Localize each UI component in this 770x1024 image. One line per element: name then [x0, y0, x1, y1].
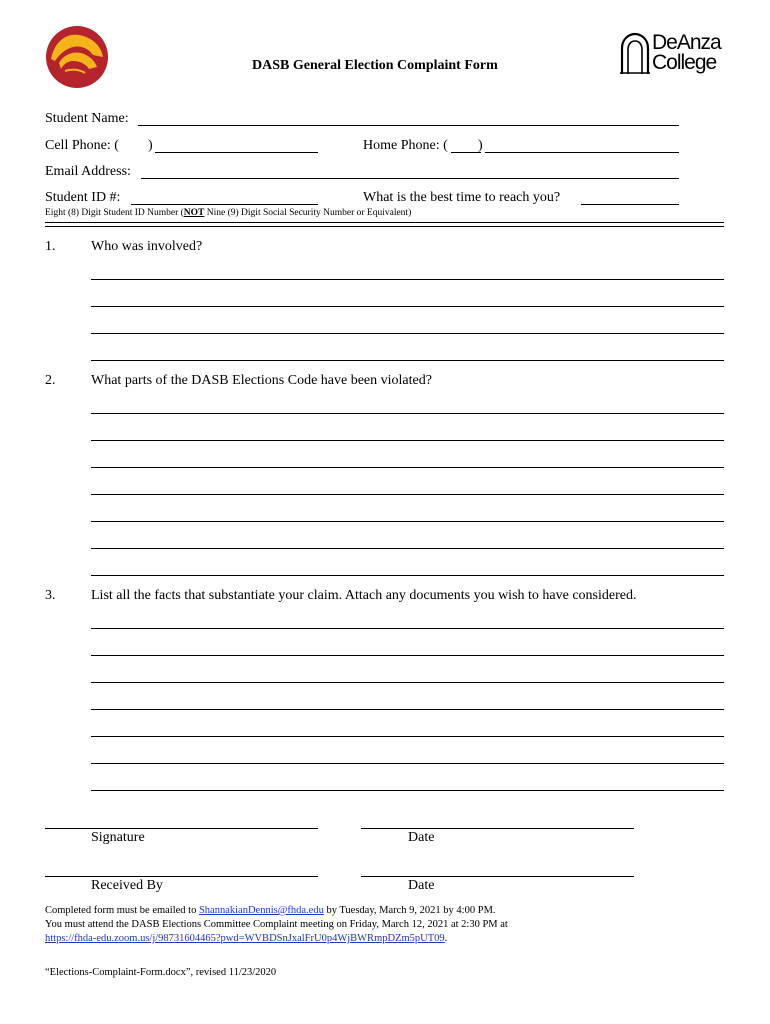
answer-line[interactable]: [91, 440, 724, 441]
question-1-number: 1.: [45, 239, 56, 254]
section-divider-bottom: [45, 226, 724, 227]
signature-date-label: Date: [408, 830, 435, 845]
student-id-field[interactable]: [131, 204, 318, 205]
footer-line-3: [45, 932, 447, 945]
footer-line-1-suffix: by Tuesday, March 9, 2021 by 4:00 PM.: [323, 905, 496, 916]
question-3-number: 3.: [45, 588, 56, 603]
section-divider-top: [45, 222, 724, 223]
student-id-label: Student ID #:: [45, 190, 121, 205]
footer-line-2: You must attend the DASB Elections Committee Complaint meeting on Friday, March 12, 2021 at 2:30 PM at: [45, 919, 508, 930]
footer-line-1: [45, 904, 496, 917]
zoom-link[interactable]: https://fhda-edu.zoom.us/j/98731604465?pwd=WVBDSnJxalFrU0p4WjBWRmpDZm5pUT09: [45, 933, 445, 944]
footer-line-3-suffix: .: [444, 933, 448, 944]
received-by-field[interactable]: [45, 876, 318, 877]
home-phone-close-paren: ): [478, 138, 483, 153]
answer-line[interactable]: [91, 494, 724, 495]
id-note-not: NOT: [183, 208, 205, 218]
revision-note: “Elections-Complaint-Form.docx”, revised 11/23/2020: [45, 967, 277, 978]
question-2-text: What parts of the DASB Elections Code have been violated?: [91, 373, 432, 388]
answer-line[interactable]: [91, 467, 724, 468]
student-name-field[interactable]: [138, 125, 679, 126]
answer-line[interactable]: [91, 628, 724, 629]
cell-phone-close-paren: ): [148, 138, 153, 153]
signature-date-field[interactable]: [361, 828, 634, 829]
id-note-prefix: Eight (8) Digit Student ID Number (: [45, 208, 184, 218]
answer-line[interactable]: [91, 306, 724, 307]
question-3-text: List all the facts that substantiate your claim. Attach any documents you wish to have considered.: [91, 588, 637, 603]
received-date-label: Date: [408, 878, 435, 893]
student-id-note: [45, 208, 411, 219]
signature-field[interactable]: [45, 828, 318, 829]
form-title: DASB General Election Complaint Form: [252, 58, 498, 73]
dasb-seal-logo: [45, 25, 109, 89]
answer-line[interactable]: [91, 360, 724, 361]
id-note-suffix: Nine (9) Digit Social Security Number or Equivalent): [204, 208, 412, 218]
footer-line-1-prefix: Completed form must be emailed to: [45, 905, 199, 916]
dasb-seal-icon: [45, 25, 109, 89]
email-link[interactable]: ShannakianDennis@fhda.edu: [198, 905, 324, 916]
arch-icon: [620, 32, 650, 74]
cell-phone-field[interactable]: [155, 152, 318, 153]
answer-line[interactable]: [91, 709, 724, 710]
email-field[interactable]: [141, 178, 679, 179]
logo-text-deanza: DeAnza: [652, 31, 721, 54]
answer-line[interactable]: [91, 682, 724, 683]
answer-line[interactable]: [91, 763, 724, 764]
cell-phone-label: Cell Phone: (: [45, 138, 119, 153]
logo-text-college: College: [652, 51, 717, 74]
answer-line[interactable]: [91, 790, 724, 791]
email-label: Email Address:: [45, 164, 131, 179]
best-time-label: What is the best time to reach you?: [363, 190, 561, 205]
answer-line[interactable]: [91, 575, 724, 576]
received-date-field[interactable]: [361, 876, 634, 877]
de-anza-college-logo: [620, 32, 730, 76]
signature-label: Signature: [91, 830, 145, 845]
received-by-label: Received By: [91, 878, 163, 893]
answer-line[interactable]: [91, 333, 724, 334]
answer-line[interactable]: [91, 521, 724, 522]
best-time-field[interactable]: [581, 204, 679, 205]
question-2-number: 2.: [45, 373, 56, 388]
answer-line[interactable]: [91, 413, 724, 414]
home-phone-area-underline: [451, 152, 481, 153]
student-name-label: Student Name:: [45, 111, 129, 126]
home-phone-label: Home Phone: (: [363, 138, 448, 153]
answer-line[interactable]: [91, 279, 724, 280]
question-1-text: Who was involved?: [91, 239, 203, 254]
answer-line[interactable]: [91, 548, 724, 549]
answer-line[interactable]: [91, 736, 724, 737]
answer-line[interactable]: [91, 655, 724, 656]
home-phone-field[interactable]: [485, 152, 679, 153]
